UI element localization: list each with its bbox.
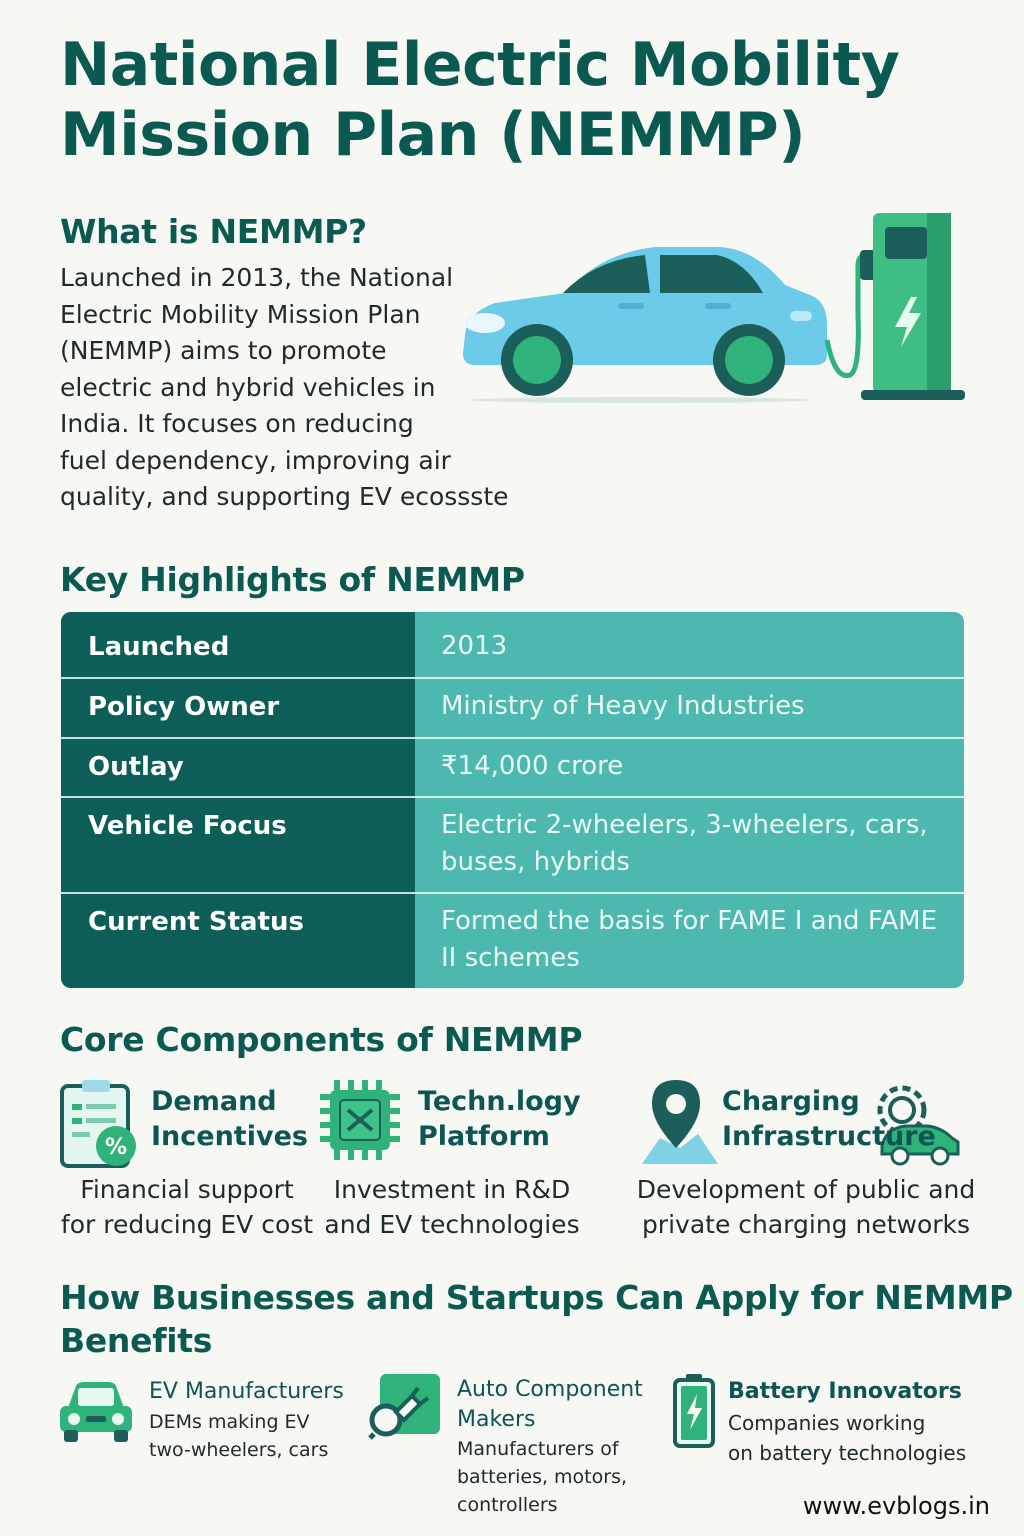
intro-paragraph: [60, 260, 520, 516]
intro-line: Launched in 2013, the National: [60, 263, 454, 292]
row-value: Formed the basis for FAME I and FAME II schemes: [441, 906, 938, 973]
intro-line: India. It focuses on reducing: [60, 409, 414, 438]
ev-charging-illustration: [455, 205, 975, 415]
car-front-icon: [58, 1378, 134, 1444]
intro-line: (NEMMP) aims to promote: [60, 336, 387, 365]
component-title: Techn.logy Platform: [418, 1086, 581, 1152]
clipboard-percent-icon: [58, 1080, 138, 1170]
core-heading: Core Components of NEMMP: [60, 1020, 583, 1059]
component-title: Demand Incentives: [151, 1086, 308, 1152]
footer-url[interactable]: www.evblogs.in: [802, 1492, 990, 1520]
highlights-heading: Key Highlights of NEMMP: [60, 560, 525, 599]
battery-icon: [672, 1372, 716, 1448]
apply-item-desc: Companies working on battery technologies: [728, 1411, 967, 1465]
car-icon: [463, 247, 827, 396]
location-pin-icon: [640, 1076, 720, 1168]
intro-line: Electric Mobility Mission Plan: [60, 299, 421, 329]
apply-heading: How Businesses and Startups Can Apply for NEMMP Benefits: [60, 1278, 1013, 1360]
chip-icon: [318, 1078, 402, 1162]
component-desc: Development of public and private charging networks: [636, 1175, 976, 1239]
row-label: Current Status: [88, 907, 304, 937]
component-desc: Financial support for reducing EV cost: [60, 1175, 314, 1239]
component-title: Charging Infrastructure: [722, 1086, 936, 1152]
row-value: Ministry of Heavy Industries: [441, 691, 805, 721]
apply-item-title: EV Manufacturers: [149, 1379, 344, 1404]
row-label: Policy Owner: [88, 692, 280, 722]
row-value: 2013: [441, 631, 508, 661]
apply-item-desc: DEMs making EV two-wheelers, cars: [149, 1411, 329, 1461]
title-line-2: Mission Plan (NEMMP): [60, 100, 806, 170]
apply-item-title: Battery Innovators: [728, 1379, 962, 1404]
intro-line: fuel dependency, improving air: [60, 445, 451, 475]
row-value: Electric 2-wheelers, 3-wheelers, cars, buses, hybrids: [441, 810, 928, 877]
intro-line: quality, and supporting EV ecossste: [60, 482, 509, 511]
row-label: Vehicle Focus: [88, 811, 287, 841]
what-heading: What is NEMMP?: [60, 212, 367, 251]
svg-text:%: %: [104, 1135, 128, 1160]
row-value: ₹14,000 crore: [441, 751, 624, 781]
highlights-table: [61, 612, 964, 988]
charging-station-icon: [827, 213, 965, 400]
intro-line: electric and hybrid vehicles in: [60, 372, 436, 402]
title-line-1: National Electric Mobility: [60, 30, 900, 100]
page-title: [60, 30, 960, 170]
apply-item-desc: Manufacturers of batteries, motors, controllers: [457, 1438, 628, 1516]
row-label: Outlay: [88, 752, 184, 782]
component-desc: Investment in R&D and EV technologies: [324, 1175, 580, 1239]
apply-item-title: Auto Component Makers: [457, 1377, 643, 1432]
row-label: Launched: [88, 632, 230, 662]
plug-icon: [366, 1372, 442, 1442]
